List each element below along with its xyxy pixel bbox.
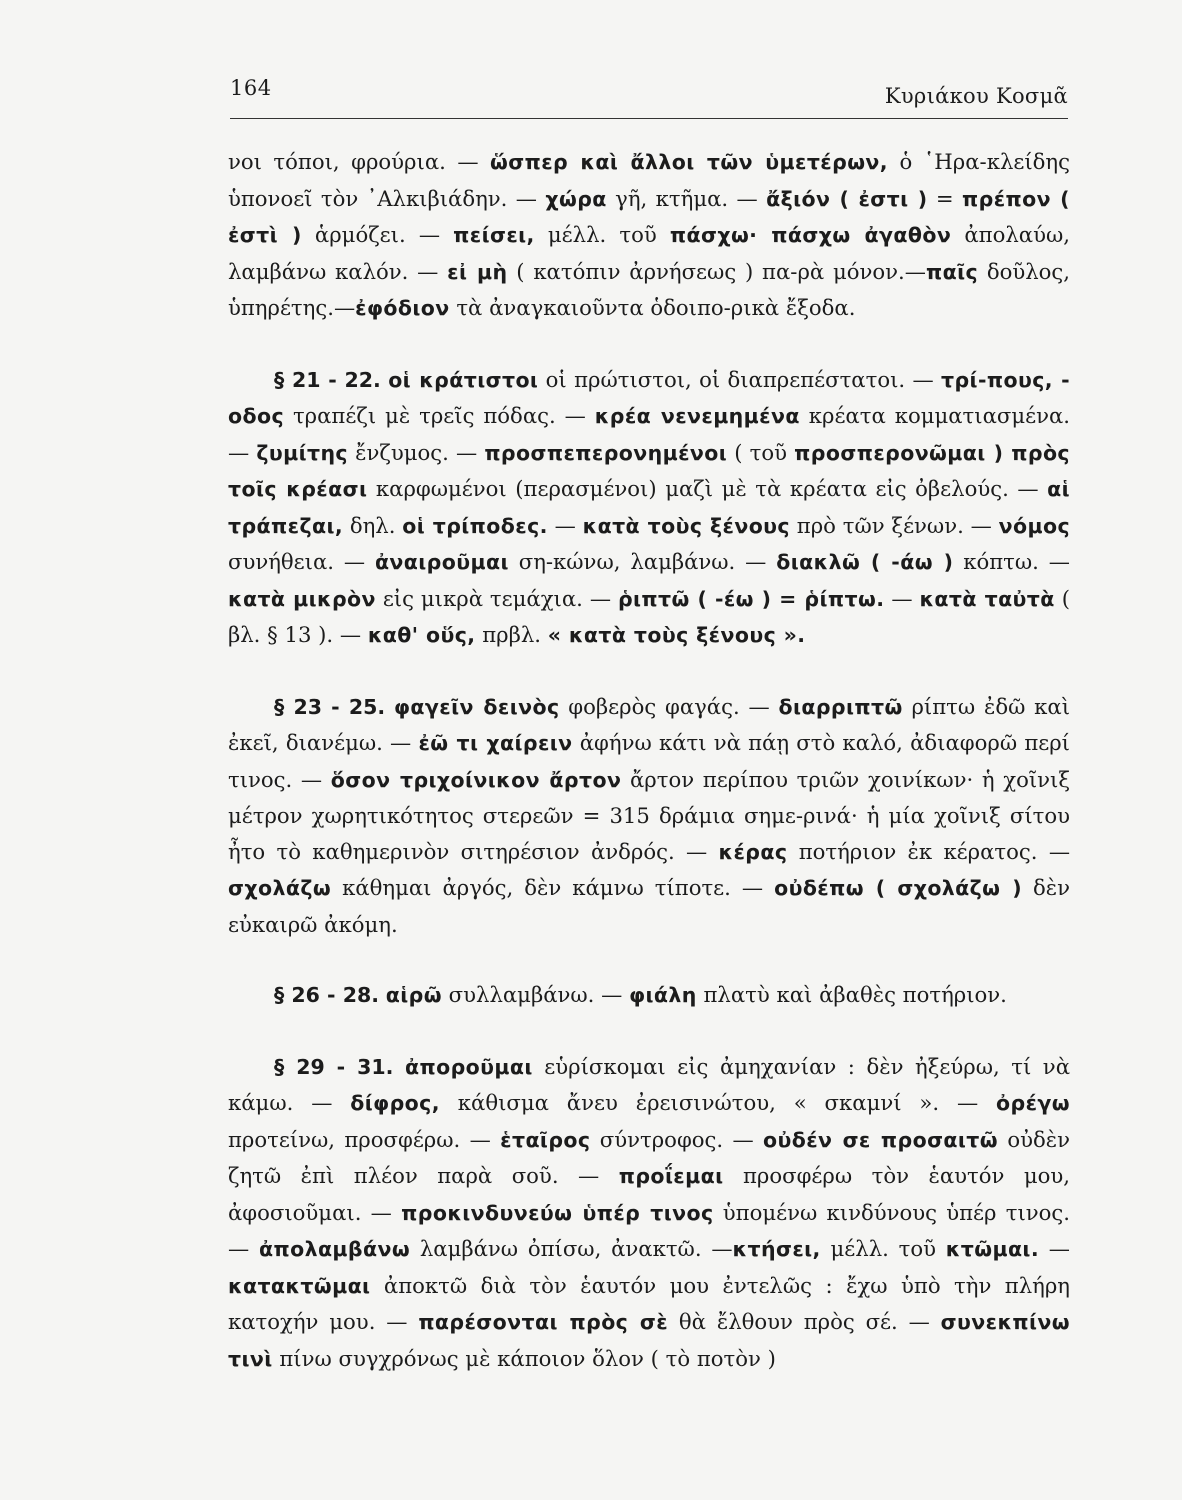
gloss-text: ( τοῦ [727,439,795,465]
headword: φαγεῖν δεινὸς [393,694,560,719]
gloss-text: κόπτω. — [953,549,1070,574]
gloss-text: κάθισμα ἄνευ ἐρεισινώτου, « σκαμνί ». — [439,1090,997,1115]
headword: νόμος [998,513,1070,538]
headword: ἀποροῦμαι [404,1054,533,1079]
headword: ἀναιροῦμαι [374,550,509,574]
section-marker: § 23 - 25. [274,694,386,719]
headword: ἐῶ τι χαίρειν [418,731,573,755]
headword: οἱ τρίποδες. [402,513,548,538]
gloss-text: ( κατόπιν ἀρνήσεως ) πα-ρὰ μόνον.— [507,258,926,284]
gloss-text: ἄρτον περίπου τριῶν χοινίκων· ἡ χοῖνιξ μέτρον χωρητικότητος στερεῶν = 315 δράμια σημε-ρινά· ἡ μία χοῖνιξ σίτου ἦτο τὸ καθημερινὸν σιτηρέσιον ἀνδρός. — [228,766,1070,864]
headword: ὥσπερ καὶ ἄλλοι τῶν ὑμετέρων, [490,150,888,174]
gloss-text: κρέατα κομματιασμένα. — [228,403,1071,465]
headword: καθ' οὕς, [367,623,476,647]
headword: διαρριπτῶ [778,694,903,719]
paragraph-section-23-25 [228,689,1070,943]
paragraph-section-29-31 [228,1049,1070,1378]
headword: προΐεμαι [618,1164,724,1188]
gloss-text: λαμβάνω ὀπίσω, ἀνακτῶ. — [410,1236,733,1261]
headword: οὐδέπω ( σχολάζω ) [774,876,1022,900]
gloss-text: ἔνζυμος. — [348,439,485,465]
gloss-text: πρβλ. [475,622,548,647]
gloss-text: φοβερὸς φαγάς. — [559,693,779,719]
gloss-text: ρίπτω ἐδῶ καὶ ἐκεῖ, διανέμω. — [228,693,1070,755]
page-body [228,144,1070,1377]
paragraph-section-21-22 [228,362,1070,654]
gloss-text: οὐδὲν ζητῶ ἐπὶ πλέον παρὰ σοῦ. — [228,1126,1071,1188]
headword: κατὰ τοὺς ξένους [582,513,790,538]
headword: ὅσον τριχοίνικον ἄρτον [330,767,622,792]
headword: ἑταῖρος [500,1127,591,1152]
headword: κατὰ ταὐτὰ [919,586,1055,611]
headword: ἀπολαμβάνω [258,1237,411,1261]
gloss-text: μέλλ. τοῦ [534,222,670,247]
section-marker: § 26 - 28. [274,983,380,1007]
gloss-text: πλατὺ καὶ ἀβαθὲς ποτήριον. [696,982,1007,1007]
gloss-text: ση-κώνω, λαμβάνω. — [508,549,777,574]
running-head: Κυριάκου Κοσμᾶ [884,84,1068,108]
gloss-text: μέλλ. τοῦ [820,1236,946,1261]
gloss-text: οἱ πρώτιστοι, οἱ διαπρεπέστατοι. — [538,366,941,392]
gloss-text: πρὸ τῶν ξένων. — [789,512,999,538]
headword: ῥιπτῶ ( -έω ) = ῥίπτω. [617,586,885,611]
headword: προσπερονῶμαι ) πρὸς τοῖς κρέασι [228,440,1070,501]
headword: κατὰ μικρὸν [228,586,376,611]
headword: ζυμίτης [256,440,348,465]
gloss-text: δὲν εὐκαιρῶ ἀκόμη. [228,875,1070,937]
headword: εἰ μὴ [447,259,508,284]
page-number: 164 [230,76,272,100]
headword: συνεκπίνω τινὶ [228,1310,1070,1371]
headword: παρέσονται πρὸς σὲ [418,1310,669,1334]
gloss-text: εἰς μικρὰ τεμάχια. — [375,585,618,611]
headword: διακλῶ ( -άω ) [776,550,954,574]
headword: ἐφόδιον [355,296,450,320]
headword: « κατὰ τοὺς ξένους ». [547,623,806,647]
headword: προσπεπερονημένοι [484,440,728,465]
gloss-text [379,982,386,1007]
headword: κέρας [718,839,788,864]
gloss-text: δοῦλος, ὑπηρέτης.— [228,258,1070,320]
headword: παῖς [925,259,979,284]
headword: πάσχω· πάσχω ἀγαθὸν [669,223,952,247]
gloss-text: συνήθεια. — [228,549,375,574]
page-header [230,74,1068,114]
gloss-text [385,694,394,719]
headword: σχολάζω [228,876,332,900]
headword: κτῶμαι. [945,1237,1040,1261]
gloss-text: πίνω συγχρόνως μὲ κάποιον ὅλον ( τὸ ποτὸν ) [272,1345,776,1371]
headword: κτήσει, [732,1237,821,1261]
headword: αἱ τράπεζαι, [228,477,1070,538]
paragraph-intro [228,144,1070,327]
headword: πρέπον ( ἐστὶ ) [228,186,1070,247]
gloss-text: εὑρίσκομαι εἰς ἀμηχανίαν : δὲν ἠξεύρω, τί νὰ κάμω. — [228,1053,1070,1115]
headword: αἱρῶ [385,983,442,1007]
gloss-text: ἀφήνω κάτι νὰ πάῃ στὸ καλό, ἀδιαφορῶ περί τινος. — [228,730,1070,792]
gloss-text: δηλ. [343,512,403,538]
headword: φιάλη [629,983,697,1007]
gloss-text: προτείνω, προσφέρω. — [228,1126,501,1152]
headword: πείσει, [453,223,535,247]
gloss-text: ὁ ῾Ηρα-κλείδης ὑπονοεῖ τὸν ᾿Αλκιβιάδην. — [228,149,1070,211]
gloss-text: ὑπομένω κινδύνους ὑπέρ τινος. — [228,1199,1071,1261]
headword: οἱ κράτιστοι [388,367,539,392]
section-marker: § 21 - 22. [274,367,381,392]
headword: ὀρέγω [996,1091,1070,1115]
gloss-text: προσφέρω τὸν ἑαυτόν μου, ἀφοσιοῦμαι. — [228,1163,1071,1225]
headword: οὐδέν σε προσαιτῶ [763,1127,999,1152]
headword: ἄξιόν ( ἐστι ) [766,186,928,211]
header-rule [230,118,1068,119]
gloss-text: — [884,585,920,611]
gloss-text: ( βλ. § 13 ). — [228,585,1070,647]
gloss-text [393,1054,405,1079]
gloss-text: νοι τόποι, φρούρια. — [228,149,491,174]
gloss-text: ἀποκτῶ διὰ τὸν ἑαυτόν μου ἐντελῶς : ἔχω ὑπὸ τὴν πλήρη κατοχήν μου. — [228,1272,1070,1334]
section-marker: § 29 - 31. [274,1054,394,1079]
gloss-text: ποτήριον ἐκ κέρατος. — [787,838,1071,864]
gloss-text: καρφωμένοι (περασμένοι) μαζὶ μὲ τὰ κρέατα εἰς ὀβελούς. — [367,476,1048,501]
gloss-text: γῆ, κτῆμα. — [606,185,767,211]
gloss-text: — [1039,1236,1070,1261]
gloss-text: = [927,185,963,211]
gloss-text: τὰ ἀναγκαιοῦντα ὁδοιπο-ρικὰ ἔξοδα. [449,295,856,320]
gloss-text: σύντροφος. — [590,1126,764,1152]
headword: κρέα νενεμημένα [594,404,800,428]
headword: τρί-πους, - οδος [228,367,1070,428]
gloss-text: θὰ ἔλθουν πρὸς σέ. — [668,1309,941,1334]
headword: χώρα [545,186,607,211]
gloss-text: κάθημαι ἀργός, δὲν κάμνω τίποτε. — [331,875,775,900]
headword: δίφρος, [350,1091,440,1115]
gloss-text: — [547,512,583,538]
gloss-text: ἁρμόζει. — [301,222,454,247]
gloss-text: τραπέζι μὲ τρεῖς πόδας. — [284,403,595,428]
headword: κατακτῶμαι [228,1273,371,1298]
headword: προκινδυνεύω ὑπέρ τινος [401,1200,714,1225]
gloss-text: ἀπολαύω, λαμβάνω καλόν. — [228,222,1070,284]
paragraph-section-26-28 [228,977,1070,1014]
gloss-text: συλλαμβάνω. — [441,982,630,1007]
